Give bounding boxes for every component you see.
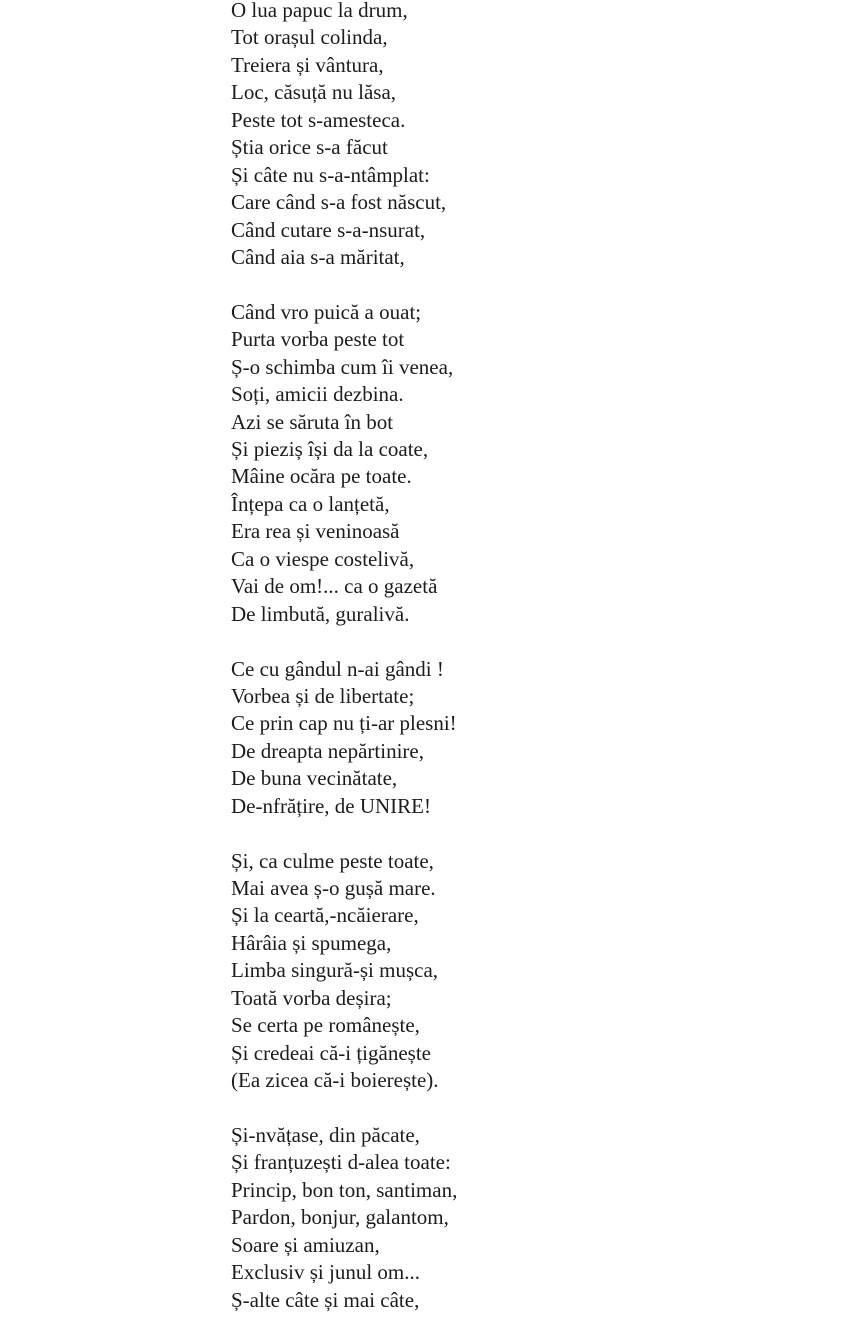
poem-line: Peste tot s-amesteca. [231,107,406,132]
poem-line: Când cutare s-a-nsurat, [231,217,426,242]
poem-line: Purta vorba peste tot [231,327,405,352]
poem-line: Ce cu gândul n-ai gândi ! [231,656,444,681]
stanza-5 [231,1122,831,1314]
poem-line: Se certa pe românește, [231,1013,420,1038]
poem-line: Înțepa ca o lanțetă, [231,491,390,516]
poem-line: Ca o viespe costelivă, [231,546,415,571]
poem-line: Limba singură-și mușca, [231,958,439,983]
poem-line: Ș-o schimba cum îi venea, [231,354,454,379]
poem-line: Vorbea și de libertate; [231,683,415,708]
poem-line: Mâine ocăra pe toate. [231,464,412,489]
poem-line: Și la ceartă,-ncăierare, [231,903,419,928]
poem-line: Și, ca culme peste toate, [231,848,434,873]
poem-line: Era rea și veninoasă [231,519,400,544]
poem-line: Azi se săruta în bot [231,409,394,434]
poem-line: Ce prin cap nu ți-ar plesni! [231,711,457,736]
poem-line: Vai de om!... ca o gazetă [231,574,438,599]
poem-line: De-nfrățire, de UNIRE! [231,793,431,818]
poem-line: Mai avea ș-o gușă mare. [231,876,436,900]
stanza-1 [231,0,831,271]
poem-line: Și-nvățase, din păcate, [231,1122,420,1147]
poem-line: De dreapta nepărtinire, [231,738,424,763]
poem-line: (Ea zicea că-i boierește). [231,1068,439,1093]
poem-line: Și credeai că-i țigănește [231,1040,431,1065]
poem-line: Și câte nu s-a-ntâmplat: [231,162,430,187]
stanza-2 [231,299,831,628]
poem-line: Și franțuzești d-alea toate: [231,1150,451,1175]
poem-line: De limbută, guralivă. [231,601,410,626]
poem-line: Toată vorba deșira; [231,985,392,1010]
poem-line: De buna vecinătate, [231,766,398,791]
poem-line: O lua papuc la drum, [231,0,408,22]
poem-line: Loc, căsuță nu lăsa, [231,80,397,105]
poem-line: Ș-alte câte și mai câte, [231,1287,420,1312]
poem-line: Exclusiv și junul om... [231,1260,420,1285]
poem-line: Soare și amiuzan, [231,1232,380,1257]
poem-line: Soți, amicii dezbina. [231,382,404,407]
stanza-3 [231,656,831,821]
poem-text [231,0,831,1314]
poem-line: Când aia s-a măritat, [231,244,405,269]
poem-line: Și pieziș își da la coate, [231,437,429,461]
poem-line: Hârâia și spumega, [231,930,392,955]
poem-line: Treiera și vântura, [231,52,384,77]
poem-line: Princip, bon ton, santiman, [231,1177,458,1202]
stanza-4 [231,848,831,1095]
poem-line: Care când s-a fost născut, [231,190,447,215]
poem-line: Când vro puică a ouat; [231,299,422,324]
poem-line: Știa orice s-a făcut [231,135,388,160]
poem-line: Pardon, bonjur, galantom, [231,1205,449,1230]
poem-line: Tot orașul colinda, [231,25,388,50]
